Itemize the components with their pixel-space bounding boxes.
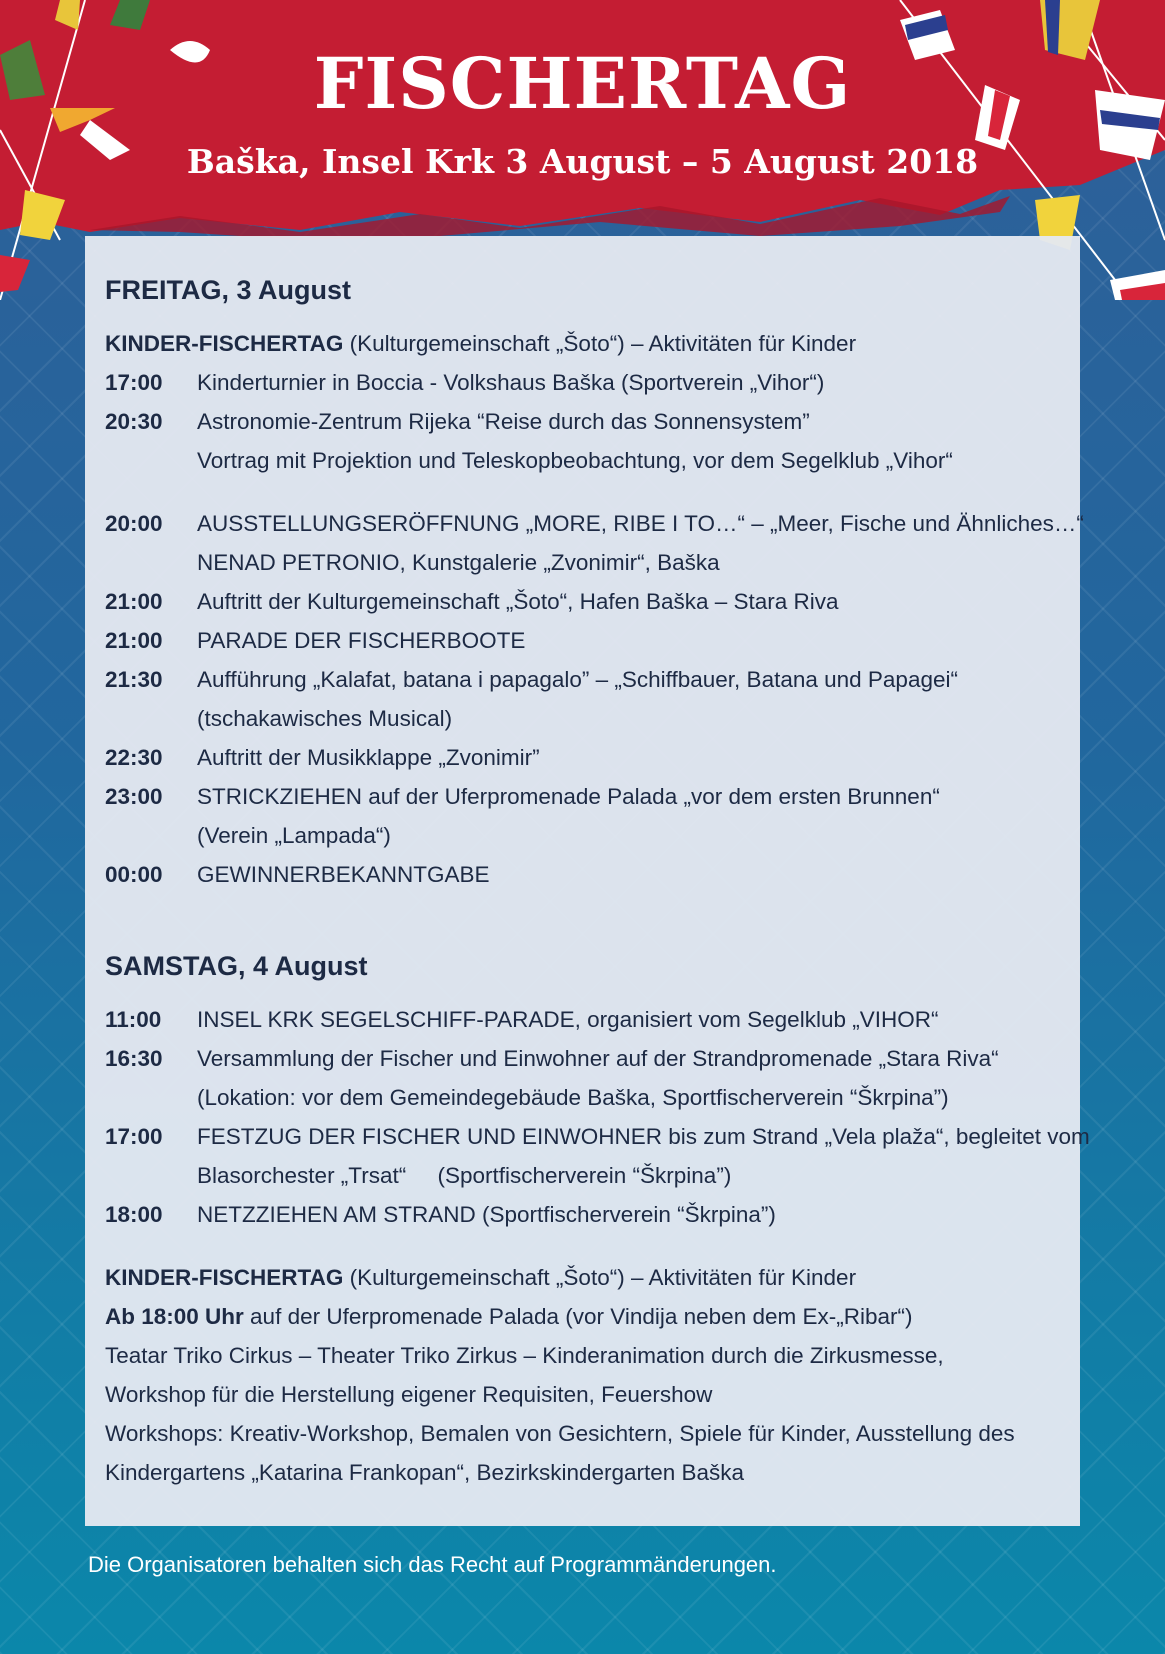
event-text: Aufführung „Kalafat, batana i papagalo” – „Schiffbauer, Batana und Papagei“ — [197, 667, 958, 692]
event-row — [105, 1039, 1075, 1117]
kids-label: KINDER-FISCHERTAG — [105, 1265, 344, 1290]
event-text: GEWINNERBEKANNTGABE — [197, 862, 490, 887]
footer-note: Die Organisatoren behalten sich das Recht auf Programmänderungen. — [88, 1552, 777, 1577]
page-title: FISCHERTAG — [313, 42, 852, 125]
event-time: 22:30 — [105, 745, 163, 770]
kids-fischertag-saturday — [105, 1258, 1075, 1297]
event-text: INSEL KRK SEGELSCHIFF-PARADE, organisiert vom Segelklub „VIHOR“ — [197, 1007, 939, 1032]
day-heading-saturday: SAMSTAG, 4 August — [105, 951, 368, 981]
extra-line: Workshops: Kreativ-Workshop, Bemalen von Gesichtern, Spiele für Kinder, Ausstellung des — [105, 1421, 1015, 1446]
event-text: (tschakawisches Musical) — [197, 706, 453, 731]
event-text: PARADE DER FISCHERBOOTE — [197, 628, 526, 653]
event-row — [105, 738, 1075, 777]
event-text: (Lokation: vor dem Gemeindegebäude Baška, Sportfischerverein “Škrpina”) — [197, 1085, 949, 1110]
from-time-line — [105, 1297, 1075, 1336]
event-time: 20:30 — [105, 409, 163, 434]
event-row — [105, 1195, 1075, 1234]
event-time: 20:00 — [105, 511, 163, 536]
kids-text: (Kulturgemeinschaft „Šoto“) – Aktivitäten für Kinder — [343, 1265, 857, 1290]
event-time: 11:00 — [105, 1007, 162, 1032]
event-text: FESTZUG DER FISCHER UND EINWOHNER bis zum Strand „Vela plaža“, begleitet vom — [197, 1124, 1090, 1149]
event-text: (Verein „Lampada“) — [197, 823, 391, 848]
event-text: Auftritt der Kulturgemeinschaft „Šoto“, Hafen Baška – Stara Riva — [197, 589, 839, 614]
day-heading-friday: FREITAG, 3 August — [105, 275, 351, 305]
event-text: Blasorchester „Trsat“ (Sportfischerverein “Škrpina”) — [197, 1163, 732, 1188]
event-row — [105, 1117, 1090, 1195]
event-time: 23:00 — [105, 784, 163, 809]
event-time: 16:30 — [105, 1046, 163, 1071]
extra-line: Kindergartens „Katarina Frankopan“, Bezirkskindergarten Baška — [105, 1460, 745, 1485]
event-row — [105, 660, 1075, 738]
page-subtitle: Baška, Insel Krk 3 August – 5 August 2018 — [186, 142, 979, 181]
event-row — [105, 621, 1075, 660]
event-text: STRICKZIEHEN auf der Uferpromenade Palada „vor dem ersten Brunnen“ — [197, 784, 940, 809]
event-row — [105, 402, 1075, 480]
event-text: NETZZIEHEN AM STRAND (Sportfischerverein “Škrpina”) — [197, 1202, 776, 1227]
event-time: 17:00 — [105, 370, 163, 395]
event-row — [105, 582, 1075, 621]
from-text: auf der Uferpromenade Palada (vor Vindija neben dem Ex-„Ribar“) — [243, 1304, 913, 1329]
event-time: 21:00 — [105, 628, 163, 653]
event-text: NENAD PETRONIO, Kunstgalerie „Zvonimir“, Baška — [197, 550, 720, 575]
from-label: Ab 18:00 Uhr — [105, 1304, 244, 1329]
event-time: 21:00 — [105, 589, 163, 614]
event-row — [105, 855, 1075, 894]
event-text: Versammlung der Fischer und Einwohner auf der Strandpromenade „Stara Riva“ — [197, 1046, 999, 1071]
event-text: Astronomie-Zentrum Rijeka “Reise durch das Sonnensystem” — [197, 409, 810, 434]
kids-text: (Kulturgemeinschaft „Šoto“) – Aktivitäten für Kinder — [343, 331, 857, 356]
kids-fischertag-friday — [105, 324, 1075, 363]
event-text: Kinderturnier in Boccia - Volkshaus Baška (Sportverein „Vihor“) — [197, 370, 825, 395]
event-row — [105, 1000, 1075, 1039]
event-time: 21:30 — [105, 667, 163, 692]
event-row — [105, 363, 1075, 402]
kids-label: KINDER-FISCHERTAG — [105, 331, 344, 356]
event-row — [105, 504, 1084, 582]
event-row — [105, 777, 1075, 855]
event-time: 18:00 — [105, 1202, 163, 1227]
extra-line: Workshop für die Herstellung eigener Requisiten, Feuershow — [105, 1382, 713, 1407]
event-time: 00:00 — [105, 862, 163, 887]
extra-line: Teatar Triko Cirkus – Theater Triko Zirkus – Kinderanimation durch die Zirkusmesse, — [105, 1343, 944, 1368]
event-text: AUSSTELLUNGSERÖFFNUNG „MORE, RIBE I TO…“ – „Meer, Fische und Ähnliches…“ — [197, 511, 1084, 536]
program-content — [105, 272, 1090, 1492]
event-time: 17:00 — [105, 1124, 163, 1149]
event-text: Vortrag mit Projektion und Teleskopbeobachtung, vor dem Segelklub „Vihor“ — [197, 448, 953, 473]
event-text: Auftritt der Musikklappe „Zvonimir” — [197, 745, 540, 770]
